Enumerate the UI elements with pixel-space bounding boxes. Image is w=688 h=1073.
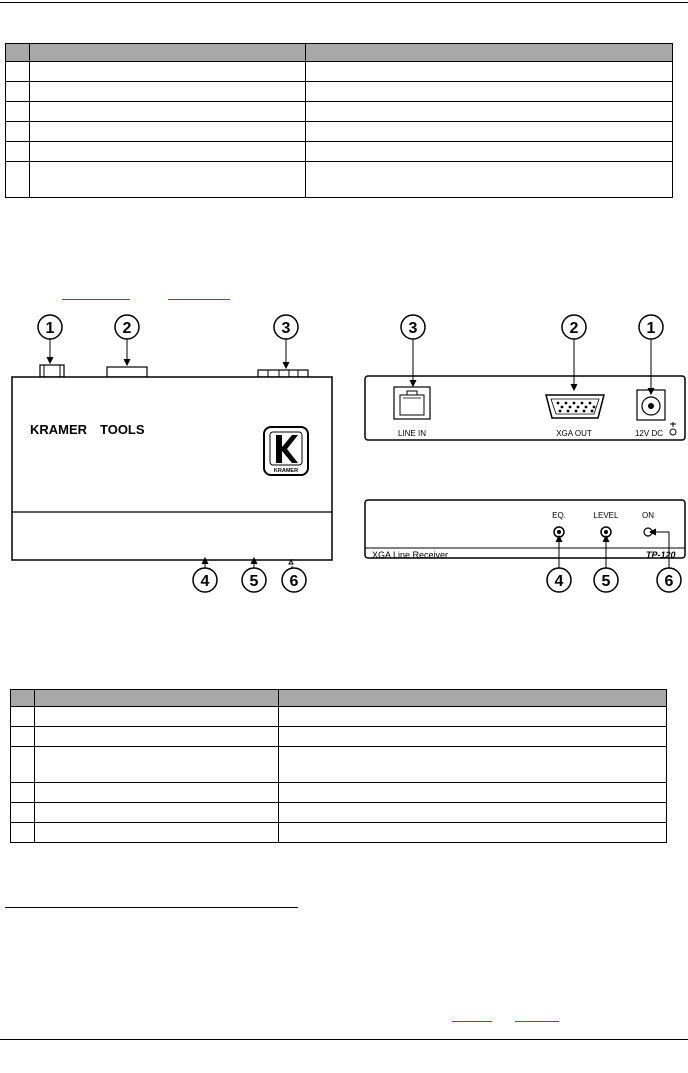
table-row <box>11 823 667 843</box>
svg-text:1: 1 <box>646 320 656 337</box>
kramer-logo-icon <box>264 427 308 475</box>
table-link[interactable] <box>452 1021 492 1022</box>
table-row <box>6 162 673 198</box>
level-label: LEVEL <box>593 511 619 520</box>
callout-4-front <box>547 568 571 592</box>
table-link[interactable] <box>515 1021 559 1022</box>
svg-text:6: 6 <box>289 573 299 590</box>
callout-6-unit <box>282 568 306 592</box>
svg-text:4: 4 <box>200 573 210 590</box>
power-label: 12V DC <box>634 429 664 438</box>
callout-1-top <box>38 315 62 339</box>
table-row <box>11 727 667 747</box>
callout-5-unit <box>242 568 266 592</box>
footnote-separator <box>5 907 298 908</box>
table-row <box>6 122 673 142</box>
table-header-row <box>11 690 667 707</box>
table-row <box>11 707 667 727</box>
table-row <box>11 783 667 803</box>
device-name-label: XGA Line Receiver <box>372 550 449 560</box>
table-row <box>11 803 667 823</box>
figure-link[interactable] <box>62 299 130 300</box>
callout-2-top <box>115 315 139 339</box>
brand-kramer: KRAMER <box>30 422 88 437</box>
svg-text:3: 3 <box>408 320 418 337</box>
svg-text:1: 1 <box>45 320 55 337</box>
front-panel <box>365 500 685 560</box>
svg-text:2: 2 <box>122 320 132 337</box>
callout-3-top <box>274 315 298 339</box>
svg-text:5: 5 <box>601 573 611 590</box>
svg-text:3: 3 <box>281 320 291 337</box>
figure-link[interactable] <box>168 299 230 300</box>
header-rule <box>0 2 688 3</box>
table-row <box>6 62 673 82</box>
svg-text:6: 6 <box>664 573 674 590</box>
line-in-port-icon <box>394 387 430 419</box>
svg-text:2: 2 <box>569 320 579 337</box>
bottom-feature-table <box>10 689 667 843</box>
on-label: ON <box>642 511 654 520</box>
top-feature-table <box>5 43 673 198</box>
table-row <box>6 142 673 162</box>
table-row <box>6 102 673 122</box>
top-view-unit <box>12 365 332 564</box>
brand-tools: TOOLS <box>100 422 145 437</box>
eq-label: EQ. <box>552 511 566 520</box>
callout-5-front <box>594 568 618 592</box>
xga-out-port-icon <box>546 395 604 418</box>
callout-4-unit <box>193 568 217 592</box>
callout-3-rear <box>401 315 425 339</box>
callout-6-front <box>657 568 681 592</box>
model-label: TP-120 <box>646 550 676 560</box>
table-row <box>6 82 673 102</box>
callout-1-rear <box>639 315 663 339</box>
svg-text:5: 5 <box>249 573 259 590</box>
table-header-row <box>6 44 673 62</box>
table-row <box>11 747 667 783</box>
svg-text:4: 4 <box>554 573 564 590</box>
xga-out-label: XGA OUT <box>556 429 592 438</box>
device-illustration <box>0 310 688 610</box>
callout-2-rear <box>562 315 586 339</box>
line-in-label: LINE IN <box>397 429 427 438</box>
footer-rule <box>0 1039 688 1040</box>
logo-text: KRAMER <box>273 468 299 474</box>
